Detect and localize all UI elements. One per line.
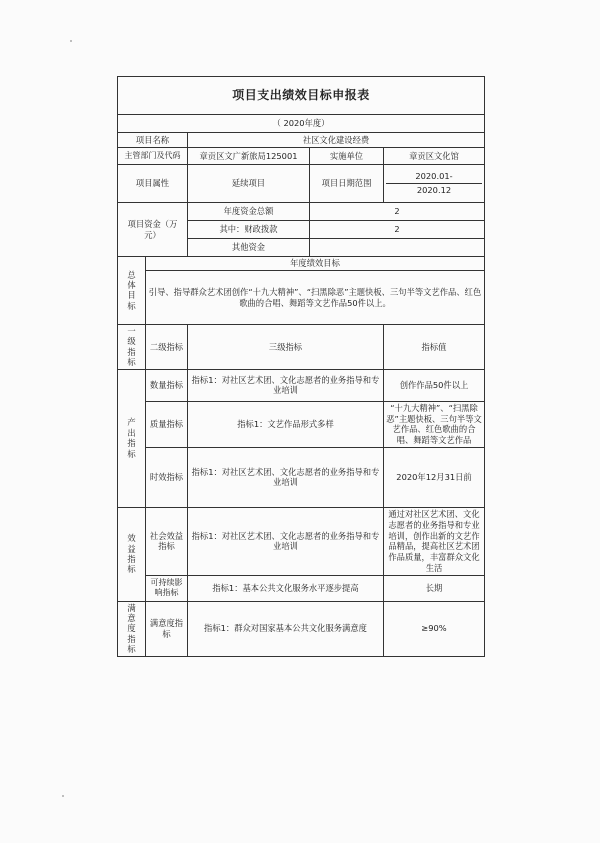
- header-level1-text: 一级指标: [127, 326, 136, 368]
- value-cell: ≥90%: [384, 601, 485, 656]
- value-cell: 长期: [384, 575, 485, 601]
- level3-cell: 指标1：对社区艺术团、文化志愿者的业务指导和专业培训: [188, 507, 384, 575]
- indicator-header-row: [118, 325, 485, 370]
- level2-cell: 质量指标: [146, 401, 188, 447]
- level2-cell: 可持续影响指标: [146, 575, 188, 601]
- project-name-row: [118, 133, 485, 148]
- level3-cell: 指标1：对社区艺术团、文化志愿者的业务指导和专业培训: [188, 369, 384, 401]
- attr-value: 延续项目: [188, 165, 310, 203]
- value-cell: 通过对社区艺术团、文化志愿者的业务指导和专业培训，创作出新的文艺作品精品，提高社区艺术团作品质量，丰富群众文化生活: [384, 507, 485, 575]
- attr-row: [118, 165, 485, 203]
- funds-row-1: [118, 203, 485, 221]
- header-value: 指标值: [384, 325, 485, 370]
- attr-label: 项目属性: [118, 165, 188, 203]
- project-name-value: 社区文化建设经费: [188, 133, 485, 148]
- funds-label-text: 项目资金（万元）: [127, 218, 178, 240]
- level2-cell: 满意度指标: [146, 601, 188, 656]
- annual-goal-text: 引导、指导群众艺术团创作“十九大精神”、“扫黑除恶”主题快板、三句半等文艺作品、红色歌曲的合唱、舞蹈等文艺作品50件以上。: [146, 271, 485, 325]
- funds-item-value: 2: [310, 221, 485, 239]
- date-label: 项目日期范围: [310, 165, 384, 203]
- value-cell: 2020年12月31日前: [384, 447, 485, 507]
- value-cell: 创作作品50件以上: [384, 369, 485, 401]
- header-level2: 二级指标: [146, 325, 188, 370]
- level3-cell: 指标1：对社区艺术团、文化志愿者的业务指导和专业培训: [188, 447, 384, 507]
- output-row: [118, 369, 485, 401]
- scan-speck: [62, 795, 64, 797]
- impl-label: 实施单位: [310, 148, 384, 165]
- overall-goal-label: [118, 257, 146, 325]
- funds-item-label: 其中：财政拨款: [188, 221, 310, 239]
- level2-cell: 时效指标: [146, 447, 188, 507]
- funds-label: [118, 203, 188, 257]
- level2-cell: 社会效益指标: [146, 507, 188, 575]
- level2-cell: 数量指标: [146, 369, 188, 401]
- funds-item-value: 2: [310, 203, 485, 221]
- annual-goal-row: [118, 271, 485, 325]
- date-end: 2020.12: [416, 185, 452, 195]
- value-cell: “十九大精神”、“扫黑除恶”主题快板、三句半等文艺作品、红色歌曲的合唱、舞蹈等文艺作品: [384, 401, 485, 447]
- date-start: 2020.01-: [386, 170, 482, 184]
- level3-cell: 指标1：文艺作品形式多样: [188, 401, 384, 447]
- annual-goal-header: 年度绩效目标: [146, 257, 485, 271]
- title-row: [118, 77, 485, 115]
- output-row: [118, 401, 485, 447]
- scan-speck: [70, 40, 72, 42]
- funds-item-label: 年度资金总额: [188, 203, 310, 221]
- impl-value: 章贡区文化馆: [384, 148, 485, 165]
- funds-item-label: 其他资金: [188, 239, 310, 257]
- output-indicator-label-text: 产出指标: [127, 417, 136, 459]
- output-row: [118, 447, 485, 507]
- header-level1: [118, 325, 146, 370]
- benefit-indicator-label: [118, 507, 146, 601]
- annual-goal-header-row: [118, 257, 485, 271]
- benefit-indicator-label-text: 效益指标: [127, 533, 136, 575]
- header-level3: 三级指标: [188, 325, 384, 370]
- dept-row: [118, 148, 485, 165]
- form-year: （ 2020年度）: [118, 115, 485, 133]
- satisfaction-indicator-label: [118, 601, 146, 656]
- satisfaction-row: [118, 601, 485, 656]
- benefit-row: [118, 507, 485, 575]
- output-indicator-label: [118, 369, 146, 507]
- performance-target-form: [117, 76, 485, 657]
- benefit-row: [118, 575, 485, 601]
- satisfaction-indicator-label-text: 满意度指标: [127, 602, 136, 655]
- dept-value: 章贡区文广新旅局125001: [188, 148, 310, 165]
- year-row: [118, 115, 485, 133]
- level3-cell: 指标1：群众对国家基本公共文化服务满意度: [188, 601, 384, 656]
- level3-cell: 指标1：基本公共文化服务水平逐步提高: [188, 575, 384, 601]
- date-range: [384, 165, 485, 203]
- form-title: 项目支出绩效目标申报表: [118, 77, 485, 115]
- project-name-label: 项目名称: [118, 133, 188, 148]
- funds-item-value: [310, 239, 485, 257]
- dept-label: 主管部门及代码: [118, 148, 188, 165]
- overall-goal-label-text: 总体目标: [127, 269, 136, 311]
